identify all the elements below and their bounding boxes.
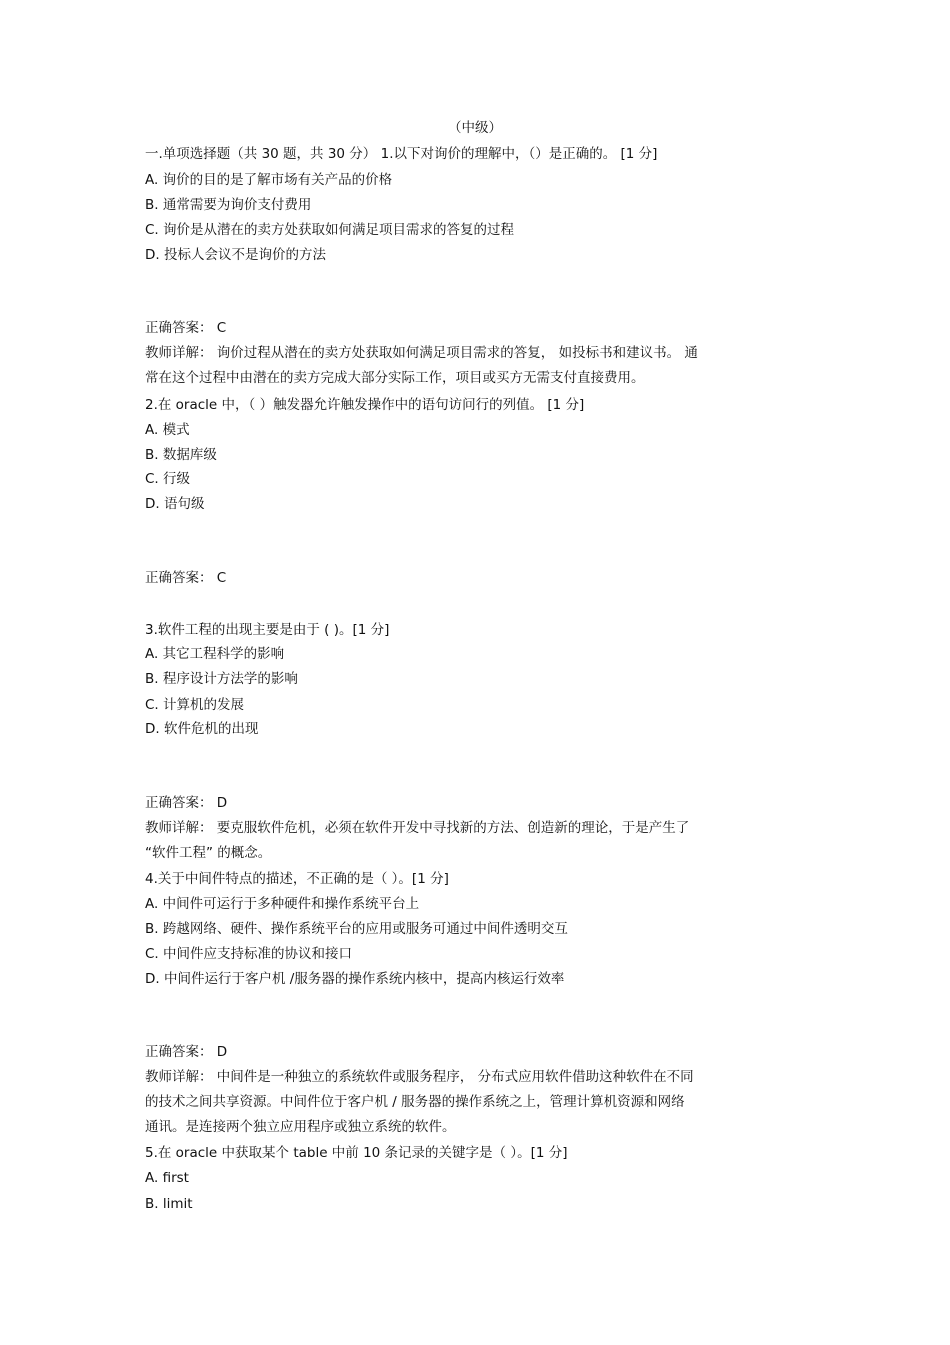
q4-answer: 正确答案： D <box>145 1044 228 1060</box>
q4-question: 4.关于中间件特点的描述，不正确的是（ ）。[1 分] <box>145 871 449 887</box>
q2-question: 2.在 oracle 中，（ ）触发器允许触发操作中的语句访问行的列值。 [1 分] <box>145 397 585 413</box>
q1-option-a: A. 询价的目的是了解市场有关产品的价格 <box>145 172 393 188</box>
q4-explanation-line: 通讯。是连接两个独立应用程序或独立系统的软件。 <box>145 1119 456 1135</box>
q4-option-a: A. 中间件可运行于多种硬件和操作系统平台上 <box>145 896 420 912</box>
q1-explanation-line: 常在这个过程中由潜在的卖方完成大部分实际工作，项目或买方无需支付直接费用。 <box>145 370 645 386</box>
q2-option-b: B. 数据库级 <box>145 447 217 463</box>
q1-option-b: B. 通常需要为询价支付费用 <box>145 197 312 213</box>
q3-option-c: C. 计算机的发展 <box>145 697 245 713</box>
q4-option-b: B. 跨越网络、硬件、操作系统平台的应用或服务可通过中间件透明交互 <box>145 921 568 937</box>
level-title: （中级） <box>448 120 502 136</box>
q2-option-c: C. 行级 <box>145 471 191 487</box>
q1-option-c: C. 询价是从潜在的卖方处获取如何满足项目需求的答复的过程 <box>145 222 515 238</box>
q4-option-d: D. 中间件运行于客户机 /服务器的操作系统内核中，提高内核运行效率 <box>145 971 565 987</box>
q5-question: 5.在 oracle 中获取某个 table 中前 10 条记录的关键字是（ ）。[1 分] <box>145 1145 568 1161</box>
q2-option-a: A. 模式 <box>145 422 190 438</box>
section-heading: 一.单项选择题（共 30 题，共 30 分） 1.以下对询价的理解中，（）是正确的。 [1 分] <box>145 146 658 162</box>
q3-answer: 正确答案： D <box>145 795 228 811</box>
q1-explanation-line: 教师详解： 询价过程从潜在的卖方处获取如何满足项目需求的答复， 如投标书和建议书。 通 <box>145 345 698 361</box>
q3-explanation-line: 教师详解： 要克服软件危机，必须在软件开发中寻找新的方法、创造新的理论，于是产生了 <box>145 820 690 836</box>
q3-explanation-line: “软件工程” 的概念。 <box>145 845 272 861</box>
q1-answer: 正确答案： C <box>145 320 227 336</box>
q3-option-b: B. 程序设计方法学的影响 <box>145 671 298 687</box>
q4-explanation-line: 的技术之间共享资源。中间件位于客户机 / 服务器的操作系统之上，管理计算机资源和网络 <box>145 1094 685 1110</box>
q3-option-a: A. 其它工程科学的影响 <box>145 646 285 662</box>
q5-option-a: A. first <box>145 1170 189 1186</box>
q2-option-d: D. 语句级 <box>145 496 205 512</box>
q4-option-c: C. 中间件应支持标准的协议和接口 <box>145 946 353 962</box>
q1-option-d: D. 投标人会议不是询价的方法 <box>145 247 326 263</box>
q2-answer: 正确答案： C <box>145 570 227 586</box>
q5-option-b: B. limit <box>145 1196 193 1212</box>
q3-option-d: D. 软件危机的出现 <box>145 721 259 737</box>
q4-explanation-line: 教师详解： 中间件是一种独立的系统软件或服务程序， 分布式应用软件借助这种软件在不同 <box>145 1069 694 1085</box>
q3-question: 3.软件工程的出现主要是由于 ( )。[1 分] <box>145 622 390 638</box>
